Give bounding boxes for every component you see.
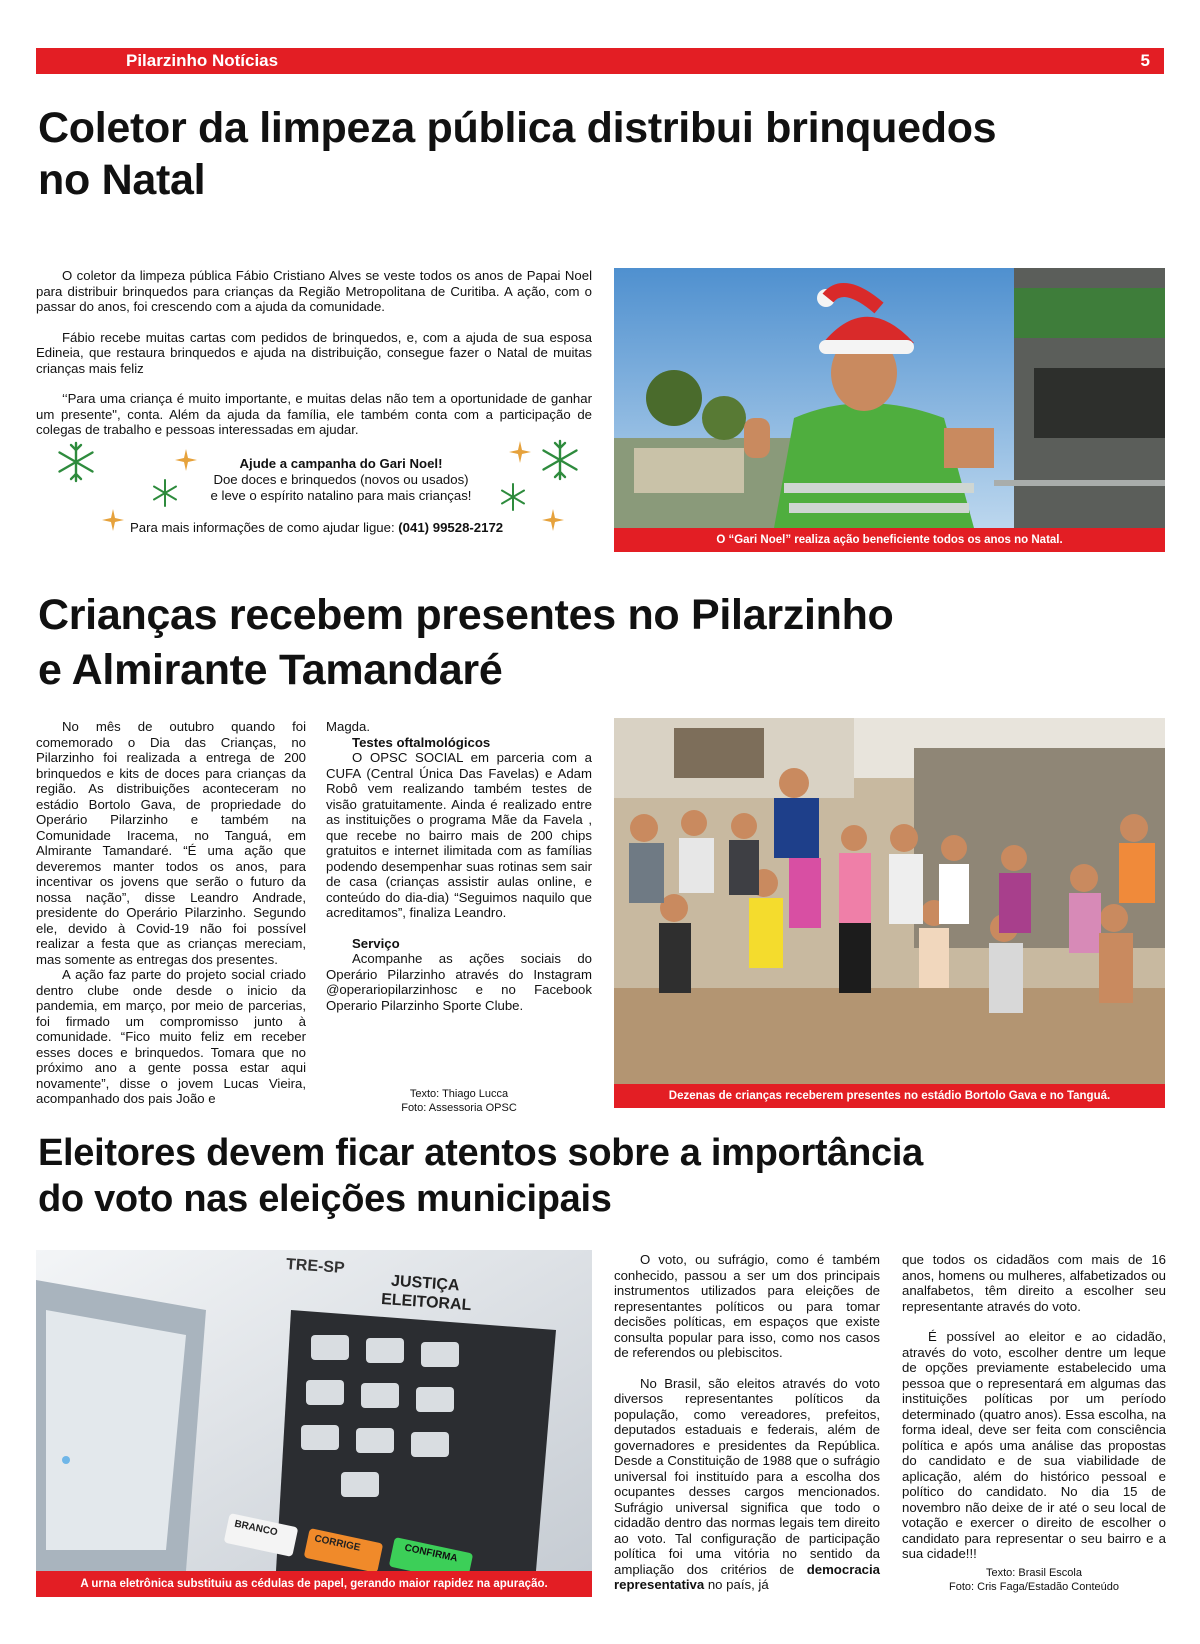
campaign-title: Ajude a campanha do Gari Noel! <box>239 456 443 471</box>
photo-caption: O “Gari Noel” realiza ação beneficiente todos os anos no Natal. <box>614 528 1165 552</box>
credit-photo: Foto: Assessoria OPSC <box>401 1102 517 1114</box>
article3-paragraph <box>614 1376 880 1593</box>
article1-headline <box>38 102 1148 206</box>
contact-line <box>130 520 590 536</box>
article1-headline-line1: Coletor da limpeza pública distribui brinquedos <box>38 104 997 152</box>
article2-column2 <box>326 719 592 1013</box>
article3-column2 <box>902 1252 1166 1562</box>
children-illustration <box>614 718 1165 1084</box>
contact-prefix: Para mais informações de como ajudar ligue: <box>130 520 399 535</box>
article2-headline <box>38 588 1148 698</box>
header-bar <box>36 48 1164 74</box>
article2-column1 <box>36 719 306 1107</box>
article2-paragraph: A ação faz parte do projeto social criado dentro clube onde desde o inicio da pandemia, em março, por meio de parcerias, foi firmado um compromisso junto à comunidade. “Fico muito feliz em receber esses doces e brinquedos. Tomara que no próximo ano a gente possa estar aqui novamente”, disse o jovem Lucas Vieira, acompanhado dos pais João e <box>36 967 306 1106</box>
court-label: TRE-SP <box>285 1255 346 1278</box>
campaign-text <box>186 456 496 504</box>
star-icon <box>101 508 125 532</box>
article3-headline-line2: do voto nas eleições municipais <box>38 1178 612 1220</box>
article1-paragraph: O coletor da limpeza pública Fábio Cristiano Alves se veste todos os anos de Papai Noel para distribuir brinquedos para crianças da Região Metropolitana de Curitiba. A ação, com o passar do anos, foi crescendo com a ajuda da comunidade. <box>36 268 592 314</box>
democracy-term: democracia representativa <box>614 1561 880 1592</box>
confirma-key-label: CONFIRMA <box>403 1542 459 1565</box>
voting-machine-illustration <box>36 1250 592 1571</box>
article2-credits <box>326 1087 592 1115</box>
article1-body <box>36 268 592 438</box>
photo-caption: A urna eletrônica substituiu as cédulas de papel, gerando maior rapidez na apuração. <box>36 1571 592 1597</box>
contact-phone: (041) 99528-2172 <box>398 520 504 535</box>
credit-text: Texto: Brasil Escola <box>986 1567 1082 1579</box>
article3-column1 <box>614 1252 880 1593</box>
article3-text: No Brasil, são eleitos através do voto diversos representantes políticos da população, como vereadores, prefeitos, deputados estaduais e federais, além de governadores e presidentes da República. Desde a Constituição de 1988 que o sufrágio universal foi instituído para a escolha dos ocupantes desses cargos mencionados. Sufrágio universal significa que todo o cidadão dentro das normas legais tem direito ao voto. Tal configuração de participação política foi uma vitória no sentido da ampliação dos critérios de <box>614 1375 880 1577</box>
credit-text: Texto: Thiago Lucca <box>409 1088 509 1100</box>
article1-headline-line2: no Natal <box>38 156 206 204</box>
article3-headline-line1: Eleitores devem ficar atentos sobre a importância <box>38 1132 923 1174</box>
article3-paragraph: O voto, ou sufrágio, como é também conhecido, passou a ser um dos principais instrumentos utilizados para eleições de representantes políticos ou para tomar decisões políticas, em espaços que existe consulta popular para isso, como nos casos de referendos ou plebiscitos. <box>614 1252 880 1360</box>
article2-text: Magda. <box>326 719 370 734</box>
article3-text: no país, já <box>704 1577 769 1592</box>
newspaper-name: Pilarzinho Notícias <box>126 51 279 70</box>
article3-headline <box>38 1130 1148 1222</box>
page-number: 5 <box>1140 51 1150 70</box>
article2-subhead: Testes oftalmológicos <box>352 734 491 750</box>
credit-photo: Foto: Cris Faga/Estadão Conteúdo <box>949 1581 1119 1593</box>
article2-subhead: Serviço <box>352 935 400 951</box>
article3-paragraph: É possível ao eleitor e ao cidadão, através do voto, escolher dentre um leque de opções previamente estabelecido uma pessoa que o representará em algumas das instituições políticas por um período determinado (quatro anos). Essa escolha, na forma ideal, deve ser feita com consciência política e após uma análise das propostas do candidato e de sua viabilidade de aplicação, além do histórico pessoal e político do candidato. No dia 15 de novembro não deixe de ir até o seu local de votação e exercer o direito de escolher o candidato para representar o seu bairro e a sua cidade!!! <box>902 1329 1166 1561</box>
snowflake-icon <box>54 440 98 484</box>
justica-label: JUSTIÇA <box>390 1272 460 1295</box>
gari-noel-illustration <box>614 268 1165 528</box>
article2-headline-line2: e Almirante Tamandaré <box>38 646 503 694</box>
article2-paragraph: Acompanhe as ações sociais do Operário Pilarzinho através do Instagram @operariopilarzinhosc e no Facebook Operario Pilarzinho Sporte Clube. <box>326 951 592 1013</box>
article1-paragraph: Fábio recebe muitas cartas com pedidos de brinquedos, e, com a ajuda de sua esposa Edineia, que restaura brinquedos e ajuda na distribuição, consegue fazer o Natal de muitas crianças mais feliz <box>36 329 592 376</box>
article2-paragraph: O OPSC SOCIAL em parceria com a CUFA (Central Única Das Favelas) e Adam Robô vem realizando também testes de visão gratuitamente. Ainda é realizado entre as instituições o programa Mãe da Favela , que recebe no bairro mais de 200 chips gratuitos e internet ilimitada com as famílias podendo desempenhar suas rotinas sem sair de casa (crianças assistir aulas online, e conteúdo do dia-dia) “Seguimos naquilo que acreditamos”, finaliza Leandro. <box>326 750 592 920</box>
voting-machine-photo <box>36 1250 592 1571</box>
star-icon <box>508 440 532 464</box>
corrige-key-label: CORRIGE <box>313 1533 362 1554</box>
article2-paragraph: No mês de outubro quando foi comemorado o Dia das Crianças, no Pilarzinho foi realizada a entrega de 200 brinquedos e kits de doces para crianças da região. As distribuições aconteceram no estádio Bortolo Gava, de propriedade do Operário Pilarzinho e também na Comunidade Iracema, no Tanguá, em Almirante Tamandaré. “É uma ação que deveremos manter todos os anos, para incentivar os jovens que serão o futuro da nossa nação”, disse Leandro Andrade, presidente do Operário Pilarzinho. Segundo ele, devido à Covid-19 não foi possível realizar a festa que as crianças mereciam, mas somente as entregas dos presentes. <box>36 719 306 967</box>
article3-paragraph: que todos os cidadãos com mais de 16 anos, homens ou mulheres, alfabetizados ou analfabetos, têm direito a escolher seu representante através do voto. <box>902 1252 1166 1314</box>
gari-noel-photo <box>614 268 1165 528</box>
children-photo <box>614 718 1165 1084</box>
snowflake-icon <box>150 478 180 508</box>
photo-caption: Dezenas de crianças receberem presentes no estádio Bortolo Gava e no Tanguá. <box>614 1084 1165 1108</box>
branco-key-label: BRANCO <box>233 1518 279 1539</box>
campaign-line: e leve o espírito natalino para mais crianças! <box>210 488 472 503</box>
article1-paragraph: ‘‘Para uma criança é muito importante, e muitas delas não tem a oportunidade de ganhar um presente", conta. Além da ajuda da família, ele também conta com a participação de colegas de trabalho e pessoas interessadas em ajudar. <box>36 391 592 437</box>
eleitoral-label: ELEITORAL <box>380 1290 472 1315</box>
campaign-box <box>36 440 592 540</box>
snowflake-icon <box>498 482 528 512</box>
snowflake-icon <box>538 438 582 482</box>
article2-headline-line1: Crianças recebem presentes no Pilarzinho <box>38 591 894 639</box>
campaign-line: Doe doces e brinquedos (novos ou usados) <box>213 472 469 487</box>
article3-credits <box>902 1566 1166 1594</box>
